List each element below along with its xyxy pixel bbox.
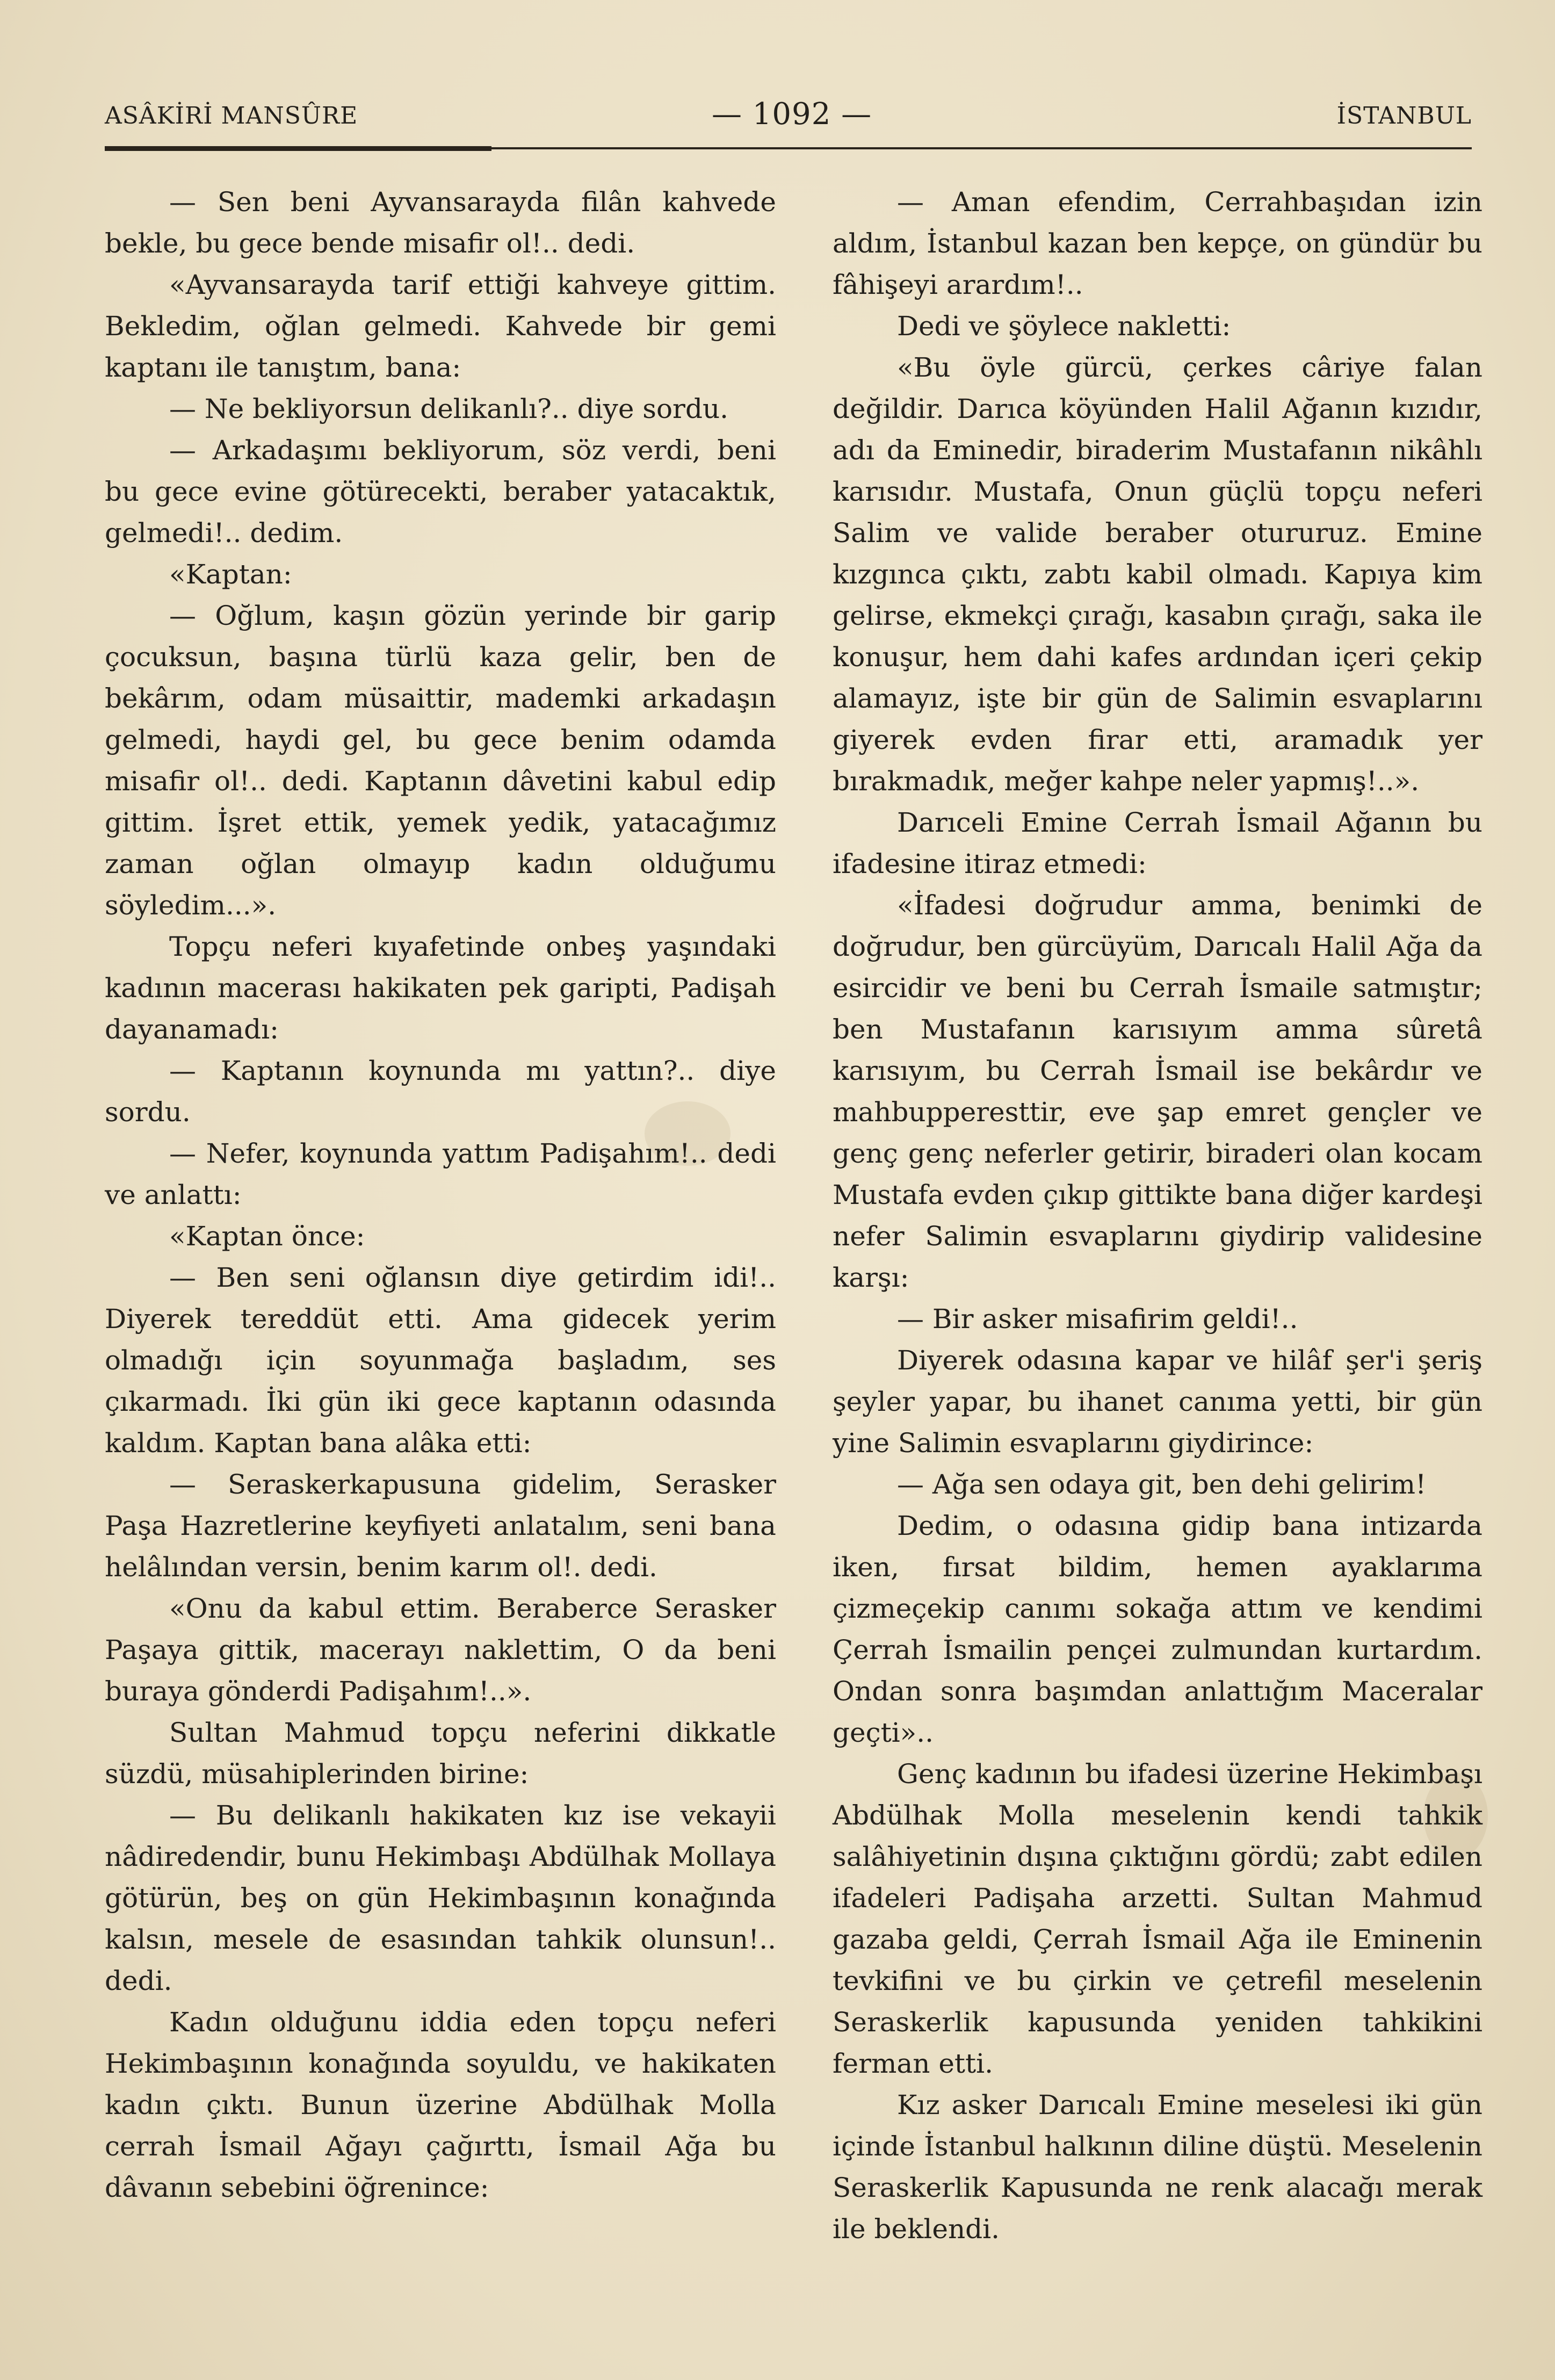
header-section-title: İSTANBUL — [1336, 102, 1472, 129]
paragraph: — Arkadaşımı bekliyorum, söz verdi, beni bu gece evine götürecekti, beraber yatacaktık, gelmedi!.. dedim. — [105, 435, 776, 549]
paragraph: — Seraskerkapusuna gidelim, Serasker Paşa Hazretlerine keyfiyeti anlatalım, seni bana helâlından versin, benim karım ol!. dedi. — [105, 1469, 776, 1583]
header-rule-thin — [491, 147, 1472, 149]
header-rule-thick — [105, 146, 491, 151]
paragraph: Darıceli Emine Cerrah İsmail Ağanın bu ifadesine itiraz etmedi: — [833, 807, 1482, 879]
paragraph: «İfadesi doğrudur amma, benimki de doğrudur, ben gürcüyüm, Darıcalı Halil Ağa da esircidir ve beni bu Cerrah İsmaile satmıştır; ben Mustafanın karısıyım amma sûretâ karısıyım, bu Cerrah İsmail ise bekârdır ve mahbupperesttir, eve şap emret gençler ve genç genç neferler getirir, biraderi olan kocam Mustafa evden çıkıp gittikte bana diğer kardeşi nefer Salimin esvaplarını giydirip validesine karşı: — [833, 890, 1482, 1293]
paragraph: «Kaptan önce: — [169, 1221, 365, 1252]
paragraph: «Ayvansarayda tarif ettiği kahveye gittim. Bekledim, oğlan gelmedi. Kahvede bir gemi kaptanı ile tanıştım, bana: — [105, 269, 776, 383]
paragraph: — Bir asker misafirim geldi!.. — [897, 1303, 1298, 1335]
paragraph: «Bu öyle gürcü, çerkes câriye falan değildir. Darıca köyünden Halil Ağanın kızıdır, adı da Eminedir, biraderim Mustafanın nikâhlı karısıdır. Mustafa, Onun güçlü topçu neferi Salim ve valide beraber otururuz. Emine kızgınca çıktı, zabtı kabil olmadı. Kapıya kim gelirse, ekmekçi çırağı, kasabın çırağı, saka ile konuşur, hem dahi kafes ardından içeri çekip alamayız, işte bir gün de Salimin esvaplarını giyerek evden firar etti, aramadık yer bırakmadık, meğer kahpe neler yapmış!..». — [833, 352, 1482, 797]
paragraph: — Ben seni oğlansın diye getirdim idi!.. Diyerek tereddüt etti. Ama gidecek yerim olmadığı için soyunmağa başladım, ses çıkarmadı. İki gün iki gece kaptanın odasında kaldım. Kaptan bana alâka etti: — [105, 1262, 776, 1459]
paragraph: Kadın olduğunu iddia eden topçu neferi Hekimbaşının konağında soyuldu, ve hakikaten kadın çıktı. Bunun üzerine Abdülhak Molla cerrah İsmail Ağayı çağırttı, İsmail Ağa bu dâvanın sebebini öğrenince: — [105, 2007, 776, 2203]
paragraph: Topçu neferi kıyafetinde onbeş yaşındaki kadının macerası hakikaten pek garipti, Padişah dayanamadı: — [105, 931, 776, 1045]
paragraph: Kız asker Darıcalı Emine meselesi iki gün içinde İstanbul halkının diline düştü. Meselenin Seraskerlik Kapusunda ne renk alacağı merak ile beklendi. — [833, 2089, 1482, 2245]
paragraph: Diyerek odasına kapar ve hilâf şer'i şeriş şeyler yapar, bu ihanet canıma yetti, bir gün yine Salimin esvaplarını giydirince: — [833, 1345, 1482, 1459]
page-number: — 1092 — — [712, 97, 872, 132]
paragraph: Genç kadının bu ifadesi üzerine Hekimbaşı Abdülhak Molla meselenin kendi tahkik salâhiyetinin dışına çıktığını gördü; zabt edilen ifadeleri Padişaha arzetti. Sultan Mahmud gazaba geldi, Çerrah İsmail Ağa ile Eminenin tevkifini ve bu çirkin ve çetrefil meselenin Seraskerlik kapusunda yeniden tahkikini ferman etti. — [833, 1758, 1482, 2079]
left-text-column — [105, 182, 776, 2209]
paragraph: — Bu delikanlı hakikaten kız ise vekayii nâdiredendir, bunu Hekimbaşı Abdülhak Mollaya götürün, beş on gün Hekimbaşının konağında kalsın, mesele de esasından tahkik olunsun!.. dedi. — [105, 1800, 776, 1996]
paragraph: — Aman efendim, Cerrahbaşıdan izin aldım, İstanbul kazan ben kepçe, on gündür bu fâhişeyi arardım!.. — [833, 186, 1482, 300]
paragraph: — Kaptanın koynunda mı yattın?.. diye sordu. — [105, 1055, 776, 1128]
paragraph: — Sen beni Ayvansarayda filân kahvede bekle, bu gece bende misafir ol!.. dedi. — [105, 186, 776, 259]
paragraph: — Ne bekliyorsun delikanlı?.. diye sordu. — [169, 393, 729, 424]
paragraph: — Nefer, koynunda yattım Padişahım!.. dedi ve anlattı: — [105, 1138, 776, 1210]
paragraph: «Kaptan: — [169, 559, 292, 590]
paragraph: «Onu da kabul ettim. Beraberce Serasker Paşaya gittik, macerayı nakletti̇m, O da beni buraya gönderdi Padişahım!..». — [105, 1593, 776, 1707]
paragraph: Sultan Mahmud topçu neferini dikkatle süzdü, müsahiplerinden birine: — [105, 1717, 776, 1790]
right-text-column — [833, 182, 1482, 2250]
paragraph: — Ağa sen odaya git, ben dehi gelirim! — [897, 1469, 1427, 1500]
running-header — [105, 97, 1472, 140]
paragraph: Dedim, o odasına gidip bana intizarda iken, fırsat bildim, hemen ayaklarıma çizmeçekip canımı sokağa attım ve kendimi Çerrah İsmailin pençei zulmundan kurtardım. Ondan sonra başımdan anlattığım Maceralar geçti».. — [833, 1510, 1482, 1748]
paragraph: — Oğlum, kaşın gözün yerinde bir garip çocuksun, başına türlü kaza gelir, ben de bekârım, odam müsaittir, mademki arkadaşın gelmedi, haydi gel, bu gece benim odamda misafir ol!.. dedi. Kaptanın dâvetini kabul edip gittim. İşret ettik, yemek yedik, yatacağımız zaman oğlan olmayıp kadın olduğumu söyledim...». — [105, 600, 776, 921]
paragraph: Dedi ve şöylece nakletti: — [897, 311, 1231, 342]
header-book-title: ASÂKİRİ MANSÛRE — [105, 102, 358, 129]
